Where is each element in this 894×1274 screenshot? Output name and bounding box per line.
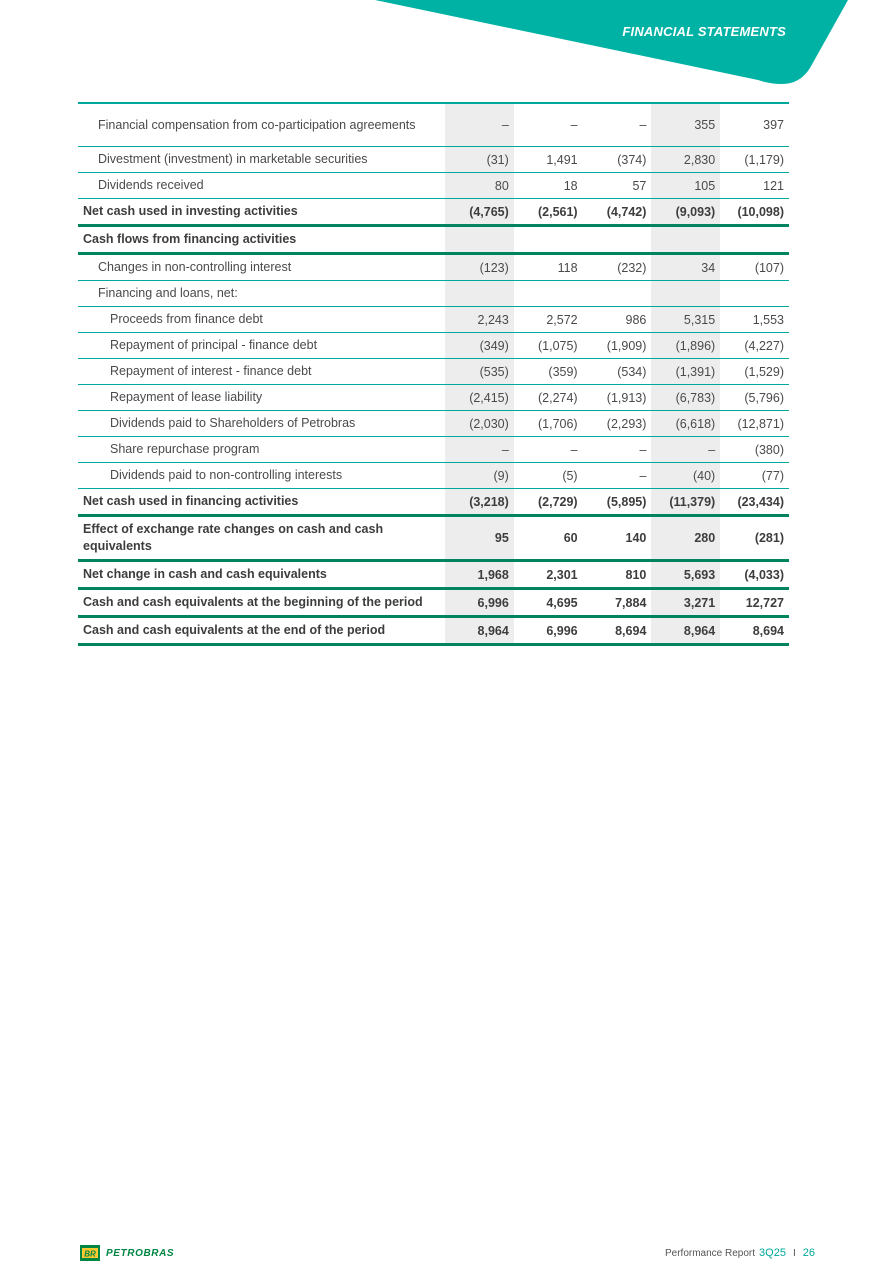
table-row-total: [78, 589, 789, 617]
table-cell: 1,553: [720, 307, 789, 333]
table-cell: (359): [514, 359, 583, 385]
table-cell: (232): [583, 254, 652, 281]
table-cell: (349): [445, 333, 514, 359]
table-cell: (1,896): [651, 333, 720, 359]
table-cell: (534): [583, 359, 652, 385]
table-row: [78, 307, 789, 333]
table-cell: (5,895): [583, 489, 652, 516]
row-label: Net cash used in investing activities: [78, 199, 445, 226]
row-label: Dividends paid to Shareholders of Petrobras: [78, 411, 445, 437]
table-cell: 60: [514, 516, 583, 561]
cash-flow-table: [78, 102, 789, 646]
table-cell: (3,218): [445, 489, 514, 516]
footer-separator: I: [792, 1247, 796, 1259]
table-cell: (4,033): [720, 561, 789, 589]
quarter-label: 3Q25: [759, 1247, 786, 1259]
table-cell: –: [583, 103, 652, 147]
table-row: [78, 437, 789, 463]
row-label: Cash flows from financing activities: [78, 226, 445, 254]
row-label: Effect of exchange rate changes on cash and cash equivalents: [78, 516, 445, 561]
table-cell: 355: [651, 103, 720, 147]
table-row-total: [78, 561, 789, 589]
table-cell: (2,415): [445, 385, 514, 411]
row-label: Cash and cash equivalents at the end of the period: [78, 617, 445, 645]
table-cell: 2,243: [445, 307, 514, 333]
table-cell: 2,572: [514, 307, 583, 333]
table-cell: 8,694: [720, 617, 789, 645]
table-cell: 95: [445, 516, 514, 561]
table-cell: –: [514, 437, 583, 463]
table-cell: 8,964: [651, 617, 720, 645]
table-cell: –: [514, 103, 583, 147]
table-cell: –: [651, 437, 720, 463]
table-cell: [445, 226, 514, 254]
table-cell: 1,968: [445, 561, 514, 589]
table-cell: 12,727: [720, 589, 789, 617]
table-row: [78, 411, 789, 437]
table-cell: 810: [583, 561, 652, 589]
br-logo-icon: [80, 1245, 100, 1261]
table-cell: (77): [720, 463, 789, 489]
table-cell: (1,529): [720, 359, 789, 385]
table-row-total: [78, 489, 789, 516]
table-cell: 121: [720, 173, 789, 199]
table-cell: [583, 281, 652, 307]
table-cell: 1,491: [514, 147, 583, 173]
table-cell: 5,315: [651, 307, 720, 333]
table-cell: 34: [651, 254, 720, 281]
table-cell: 8,964: [445, 617, 514, 645]
row-label: Net cash used in financing activities: [78, 489, 445, 516]
table-cell: 6,996: [514, 617, 583, 645]
table-cell: (4,765): [445, 199, 514, 226]
table-row: [78, 147, 789, 173]
row-label: Cash and cash equivalents at the beginning of the period: [78, 589, 445, 617]
table-cell: (6,618): [651, 411, 720, 437]
table-cell: (11,379): [651, 489, 720, 516]
table-cell: 57: [583, 173, 652, 199]
table-cell: 105: [651, 173, 720, 199]
table-cell: (107): [720, 254, 789, 281]
logo-wordmark: PETROBRAS: [106, 1247, 175, 1259]
table-cell: (380): [720, 437, 789, 463]
table-cell: (2,030): [445, 411, 514, 437]
row-label: Net change in cash and cash equivalents: [78, 561, 445, 589]
table-cell: [720, 281, 789, 307]
table-cell: (12,871): [720, 411, 789, 437]
row-label: Repayment of lease liability: [78, 385, 445, 411]
section-title: FINANCIAL STATEMENTS: [622, 24, 786, 39]
table-row-total: [78, 516, 789, 561]
table-cell: (2,729): [514, 489, 583, 516]
table-cell: (1,391): [651, 359, 720, 385]
row-label: Financial compensation from co-participation agreements: [78, 103, 445, 147]
row-label: Financing and loans, net:: [78, 281, 445, 307]
table-row: [78, 173, 789, 199]
table-row: [78, 281, 789, 307]
table-cell: 4,695: [514, 589, 583, 617]
table-cell: 8,694: [583, 617, 652, 645]
table-cell: (4,742): [583, 199, 652, 226]
table-cell: (6,783): [651, 385, 720, 411]
table-row-section-header: [78, 226, 789, 254]
table-cell: (40): [651, 463, 720, 489]
table-cell: 80: [445, 173, 514, 199]
table-cell: (4,227): [720, 333, 789, 359]
table-cell: (1,075): [514, 333, 583, 359]
table-cell: 2,301: [514, 561, 583, 589]
table-cell: [514, 281, 583, 307]
table-row: [78, 254, 789, 281]
table-cell: (1,913): [583, 385, 652, 411]
table-cell: 3,271: [651, 589, 720, 617]
table-cell: (9,093): [651, 199, 720, 226]
table-cell: (5): [514, 463, 583, 489]
row-label: Share repurchase program: [78, 437, 445, 463]
table-cell: 5,693: [651, 561, 720, 589]
table-cell: [651, 226, 720, 254]
table-cell: (31): [445, 147, 514, 173]
table-cell: 986: [583, 307, 652, 333]
table-cell: [651, 281, 720, 307]
page-footer: [665, 1247, 815, 1259]
table-cell: (123): [445, 254, 514, 281]
table-cell: [720, 226, 789, 254]
table-cell: (374): [583, 147, 652, 173]
page-number: 26: [802, 1247, 815, 1259]
table-cell: [583, 226, 652, 254]
table-cell: (535): [445, 359, 514, 385]
table-cell: 7,884: [583, 589, 652, 617]
table-cell: (1,706): [514, 411, 583, 437]
table-row-total: [78, 199, 789, 226]
header-banner-shape: [0, 0, 894, 90]
header-banner: [0, 0, 894, 90]
table-cell: [514, 226, 583, 254]
table-cell: [445, 281, 514, 307]
table-cell: 397: [720, 103, 789, 147]
table-cell: (2,274): [514, 385, 583, 411]
table-cell: (1,179): [720, 147, 789, 173]
table-cell: 140: [583, 516, 652, 561]
report-label: Performance Report: [665, 1247, 756, 1259]
table-cell: (1,909): [583, 333, 652, 359]
table-cell: 2,830: [651, 147, 720, 173]
row-label: Dividends received: [78, 173, 445, 199]
table-cell: –: [583, 437, 652, 463]
table-cell: (10,098): [720, 199, 789, 226]
table-cell: –: [445, 437, 514, 463]
table-cell: 118: [514, 254, 583, 281]
row-label: Repayment of interest - finance debt: [78, 359, 445, 385]
table-cell: –: [445, 103, 514, 147]
table-cell: –: [583, 463, 652, 489]
table-cell: 18: [514, 173, 583, 199]
table-row: [78, 333, 789, 359]
table-cell: (2,561): [514, 199, 583, 226]
table-cell: (9): [445, 463, 514, 489]
table-cell: (5,796): [720, 385, 789, 411]
table-cell: 280: [651, 516, 720, 561]
table-row: [78, 385, 789, 411]
table-row-total: [78, 617, 789, 645]
table-row: [78, 463, 789, 489]
table-row: [78, 103, 789, 147]
petrobras-logo: [80, 1245, 174, 1261]
table-row: [78, 359, 789, 385]
table-cell: (23,434): [720, 489, 789, 516]
row-label: Divestment (investment) in marketable securities: [78, 147, 445, 173]
table-cell: (2,293): [583, 411, 652, 437]
table-cell: 6,996: [445, 589, 514, 617]
row-label: Proceeds from finance debt: [78, 307, 445, 333]
row-label: Repayment of principal - finance debt: [78, 333, 445, 359]
row-label: Dividends paid to non-controlling interests: [78, 463, 445, 489]
row-label: Changes in non-controlling interest: [78, 254, 445, 281]
table-cell: (281): [720, 516, 789, 561]
logo-mark-text: BR: [84, 1249, 96, 1259]
